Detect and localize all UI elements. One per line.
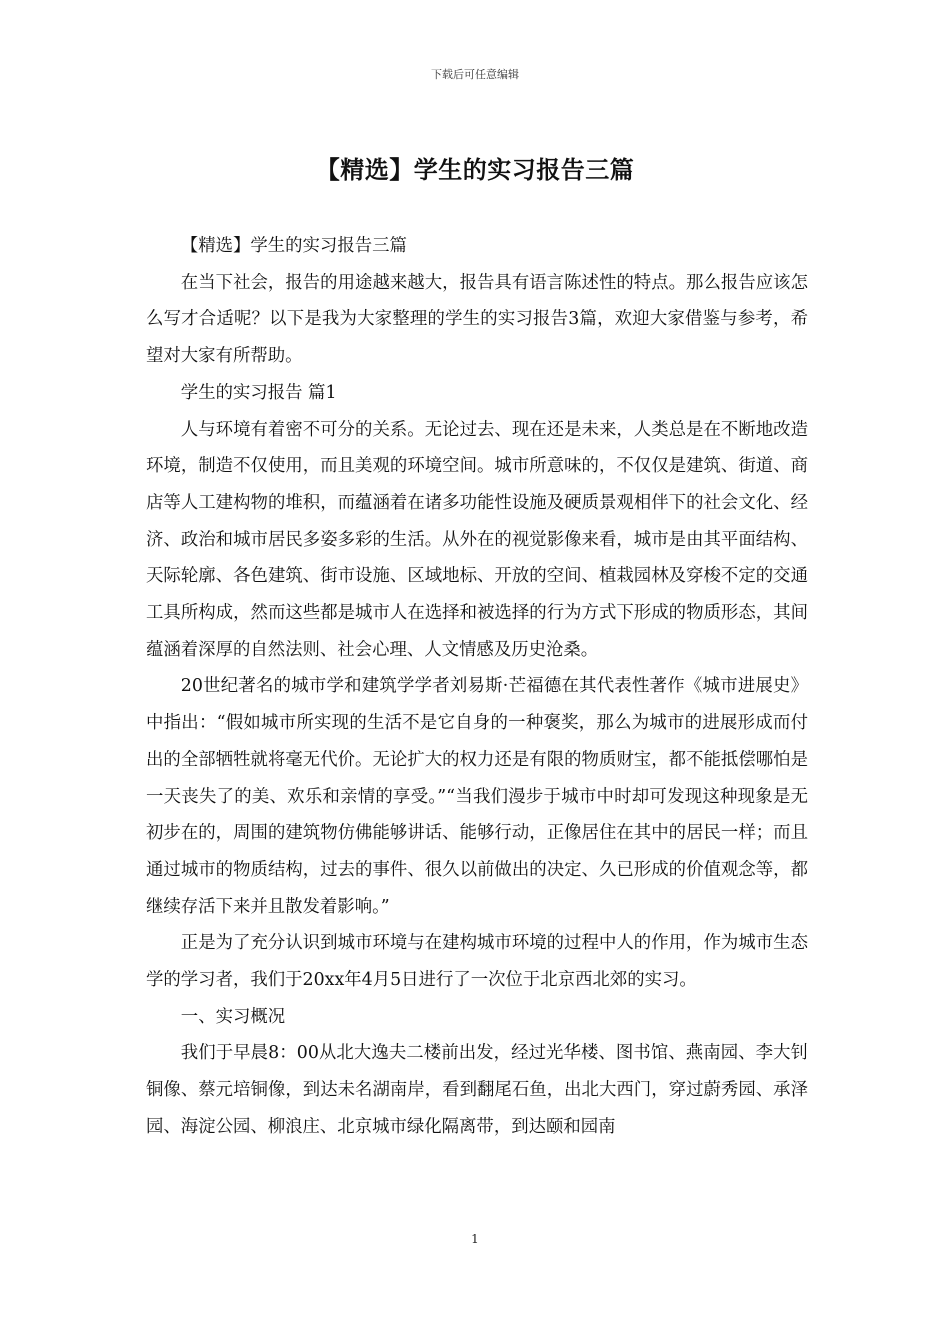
paragraph-intro: 在当下社会，报告的用途越来越大，报告具有语言陈述性的特点。那么报告应该怎么写才合适呢？以下是我为大家整理的学生的实习报告3篇，欢迎大家借鉴与参考，希望对大家有所帮助。 (146, 272, 808, 367)
page-number: 1 (471, 1232, 479, 1246)
document-body (146, 228, 808, 1146)
paragraph-subtitle: 【精选】学生的实习报告三篇 (180, 236, 407, 256)
section-heading-part1: 学生的实习报告 篇1 (180, 382, 337, 403)
header-note: 下载后可任意编辑 (431, 68, 519, 81)
paragraph: 正是为了充分认识到城市环境与在建构城市环境的过程中人的作用，作为城市生态学的学习者，我们于20xx年4月5日进行了一次位于北京西北郊的实习。 (146, 933, 808, 991)
document-title: 【精选】学生的实习报告三篇 (315, 155, 635, 184)
paragraph: 我们于早晨8：00从北大逸夫二楼前出发，经过光华楼、图书馆、燕南园、李大钊铜像、蔡元培铜像，到达未名湖南岸，看到翻尾石鱼，出北大西门，穿过蔚秀园、承泽园、海淀公园、柳浪庄、北京城市绿化隔离带，到达颐和园南 (146, 1043, 808, 1137)
paragraph: 20世纪著名的城市学和建筑学学者刘易斯·芒福德在其代表性著作《城市进展史》中指出：“假如城市所实现的生活不是它自身的一种褒奖，那么为城市的进展形成而付出的全部牺牲就将毫无代价。无论扩大的权力还是有限的物质财宝，都不能抵偿哪怕是一天丧失了的美、欢乐和亲情的享受。”“当我们漫步于城市中时却可发现这种现象是无初步在的，周围的建筑物仿佛能够讲话、能够行动，正像居住在其中的居民一样；而且通过城市的物质结构，过去的事件、很久以前做出的决定、久已形成的价值观念等，都继续存活下来并且散发着影响。” (146, 676, 808, 917)
paragraph: 人与环境有着密不可分的关系。无论过去、现在还是未来，人类总是在不断地改造环境，制造不仅使用，而且美观的环境空间。城市所意味的，不仅仅是建筑、街道、商店等人工建构物的堆积，而蕴涵着在诸多功能性设施及硬质景观相伴下的社会文化、经济、政治和城市居民多姿多彩的生活。从外在的视觉影像来看，城市是由其平面结构、天际轮廓、各色建筑、街市设施、区域地标、开放的空间、植栽园林及穿梭不定的交通工具所构成，然而这些都是城市人在选择和被选择的行为方式下形成的物质形态，其间蕴涵着深厚的自然法则、社会心理、人文情感及历史沧桑。 (146, 419, 808, 660)
section-heading-overview: 一、实习概况 (180, 1006, 286, 1027)
